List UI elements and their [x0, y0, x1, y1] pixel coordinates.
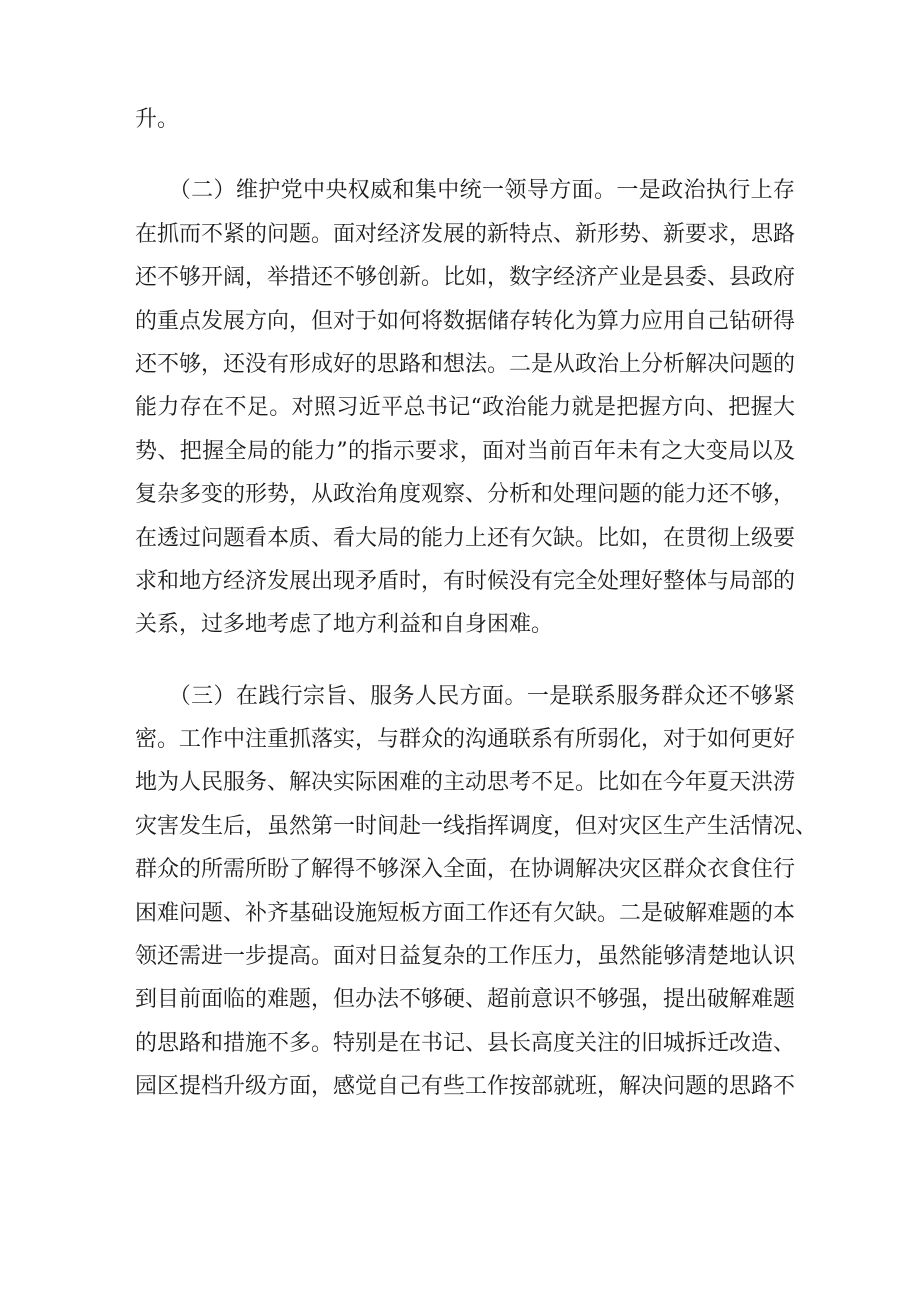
- paragraph-line: 园区提档升级方面，感觉自己有些工作按部就班，解决问题的思路不: [135, 1074, 796, 1100]
- paragraph-line: 能力存在不足。对照习近平总书记“政治能力就是把握方向、把握大: [135, 395, 795, 421]
- paragraph-line: 到目前面临的难题，但办法不够硬、超前意识不够强，提出破解难题: [135, 987, 796, 1013]
- paragraph-line: 势、把握全局的能力”的指示要求，面对当前百年未有之大变局以及: [135, 438, 795, 464]
- paragraph-line: 还不够，还没有形成好的思路和想法。二是从政治上分析解决问题的: [135, 351, 796, 377]
- paragraph-line: 地为人民服务、解决实际困难的主动思考不足。比如在今年夏天洪涝: [135, 770, 796, 796]
- paragraph-line: 在抓而不紧的问题。面对经济发展的新特点、新形势、新要求，思路: [135, 221, 796, 247]
- paragraph-line: 还不够开阔，举措还不够创新。比如，数字经济产业是县委、县政府: [135, 265, 796, 291]
- continuation-line: 升。: [135, 107, 180, 132]
- paragraph-line: （三）在践行宗旨、服务人民方面。一是联系服务群众还不够紧: [135, 683, 795, 709]
- paragraph-line: 求和地方经济发展出现矛盾时，有时候没有完全处理好整体与局部的: [135, 568, 796, 594]
- paragraph-section-2: [135, 169, 795, 646]
- paragraph-line: 在透过问题看本质、看大局的能力上还有欠缺。比如，在贯彻上级要: [135, 525, 796, 551]
- paragraph-line: 密。工作中注重抓落实，与群众的沟通联系有所弱化，对于如何更好: [135, 727, 796, 753]
- paragraph-line: 领还需进一步提高。面对日益复杂的工作压力，虽然能够清楚地认识: [135, 944, 796, 970]
- paragraph-line: 困难问题、补齐基础设施短板方面工作还有欠缺。二是破解难题的本: [135, 900, 796, 926]
- paragraph-line: 群众的所需所盼了解得不够深入全面，在协调解决灾区群众衣食住行: [135, 857, 796, 883]
- document-body: [135, 98, 818, 1109]
- paragraph-gap: [135, 141, 795, 169]
- paragraph-section-3: [135, 675, 818, 1109]
- paragraph-line: （二）维护党中央权威和集中统一领导方面。一是政治执行上存: [135, 178, 795, 204]
- paragraph-line: 复杂多变的形势，从政治角度观察、分析和处理问题的能力还不够，: [135, 482, 796, 508]
- paragraph-line: 灾害发生后，虽然第一时间赴一线指挥调度，但对灾区生产生活情况、: [135, 813, 818, 839]
- paragraph-line: 的思路和措施不多。特别是在书记、县长高度关注的旧城拆迁改造、: [135, 1030, 796, 1056]
- paragraph-line: 的重点发展方向，但对于如何将数据储存转化为算力应用自己钻研得: [135, 308, 796, 334]
- paragraph-line: 关系，过多地考虑了地方利益和自身困难。: [135, 612, 554, 638]
- paragraph-gap: [135, 647, 795, 675]
